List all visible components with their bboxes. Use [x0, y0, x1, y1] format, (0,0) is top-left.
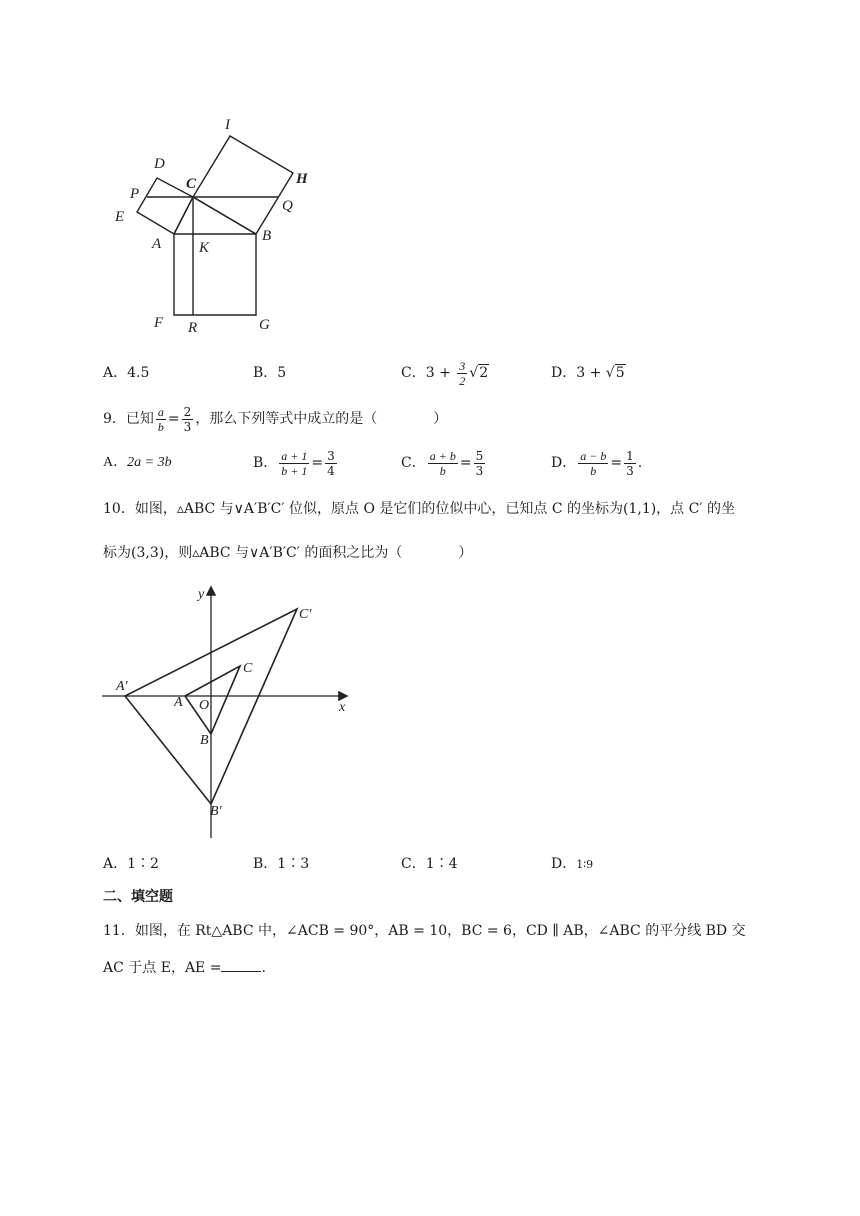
q10-choice-b: B．1∶3	[253, 856, 310, 872]
answer-blank[interactable]	[221, 957, 261, 972]
q9-choices	[103, 445, 763, 481]
q8-choice-b: B．5	[253, 365, 287, 381]
q10-line-1: 10．如图，▵ABC 与∨A′B′C′ 位似，原点 O 是它们的位似中心，已知点 C 的坐标为(1,1)，点 C′ 的坐	[103, 501, 735, 517]
label-x: x	[339, 700, 346, 715]
q8-choice-c: C．3 + $\frac{3}{2}$ √2	[401, 358, 489, 388]
square-ABGF	[174, 234, 256, 315]
label-C: C	[186, 176, 197, 192]
q8-choices	[103, 358, 763, 388]
q9-stem: 9．已知 $\frac{a}{b}$ = $\frac{2}{3}$ ，那么下列等式中成立的是（ ）	[103, 404, 448, 434]
label-K: K	[199, 240, 210, 256]
triangle-ABC	[185, 666, 240, 734]
label-Q: Q	[282, 198, 293, 214]
label-I: I	[225, 117, 230, 133]
q8-choice-a: A．4.5	[103, 365, 150, 381]
q10-choices	[103, 849, 763, 879]
section-heading: 二、填空题	[103, 889, 173, 905]
q9-choice-d: D． $\frac{a - b}{b}$ = $\frac{1}{3}$ .	[551, 448, 643, 478]
q10-choice-d: D．1∶9	[551, 856, 594, 872]
q10-line-2: 标为(3,3)，则▵ABC 与∨A′B′C′ 的面积之比为（ ）	[103, 545, 473, 561]
label-E: E	[115, 209, 125, 225]
label-A-prime: A′	[116, 679, 128, 694]
figure-q8	[100, 108, 340, 343]
q10-choice-a: A．1∶2	[103, 856, 159, 872]
label-P: P	[130, 186, 140, 202]
square-CBHI	[193, 136, 293, 234]
label-B-prime: B′	[210, 804, 222, 819]
q11-line-1: 11．如图，在 Rt△ABC 中，∠ACB = 90°，AB = 10，BC = 6，CD ∥ AB，∠ABC 的平分线 BD 交	[103, 923, 746, 939]
label-O: O	[199, 698, 210, 713]
label-G: G	[259, 317, 270, 333]
label-C: C	[243, 661, 253, 676]
label-y: y	[198, 587, 205, 602]
q9-choice-a: A．2a = 3b	[103, 455, 172, 470]
q11-line-2: AC 于点 E，AE = .	[103, 957, 266, 978]
figure-q10	[100, 580, 360, 840]
q8-choice-d: D．3 + √5	[551, 365, 625, 381]
label-R: R	[188, 320, 198, 336]
q9-choice-b: B． $\frac{a + 1}{b + 1}$ = $\frac{3}{4}$	[253, 448, 335, 478]
q9-choice-c: C． $\frac{a + b}{b}$ = $\frac{5}{3}$	[401, 448, 484, 478]
label-D: D	[154, 156, 165, 172]
label-A: A	[152, 236, 162, 252]
label-B: B	[262, 228, 272, 244]
square-ACDE	[137, 178, 193, 234]
label-C-prime: C′	[299, 607, 312, 622]
label-B: B	[200, 733, 209, 748]
q10-choice-c: C．1∶4	[401, 856, 458, 872]
label-A: A	[174, 695, 183, 710]
label-F: F	[154, 315, 164, 331]
label-H: H	[296, 171, 308, 187]
